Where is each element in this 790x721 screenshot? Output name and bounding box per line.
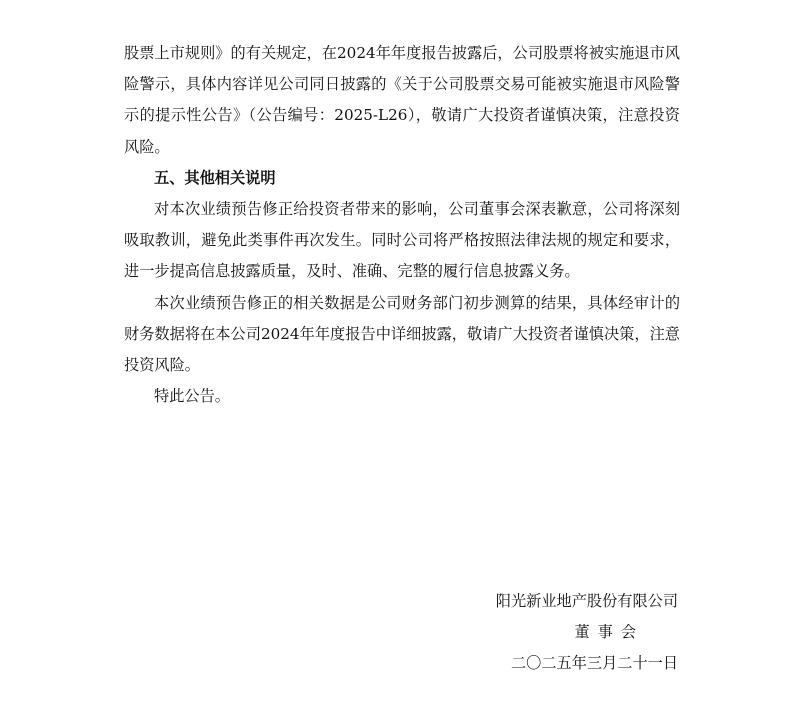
paragraph-apology: 对本次业绩预告修正给投资者带来的影响，公司董事会深表歉意，公司将深刻吸取教训，避免此类事件再次发生。同时公司将严格按照法律法规的规定和要求，进一步提高信息披露质量，及时、准确、完整的履行信息披露义务。 xyxy=(124,200,680,281)
section-heading-other-notes: 五、其他相关说明 xyxy=(154,168,276,187)
paragraph-preliminary-data: 本次业绩预告修正的相关数据是公司财务部门初步测算的结果，具体经审计的财务数据将在本公司2024年年度报告中详细披露，敬请广大投资者谨慎决策，注意投资风险。 xyxy=(124,293,680,375)
signature-company: 阳光新业地产股份有限公司 xyxy=(495,592,678,610)
signature-board: 董事会 xyxy=(574,623,644,642)
document-body xyxy=(124,38,680,412)
paragraph-closing: 特此公告。 xyxy=(154,387,230,406)
paragraph-delisting-risk: 股票上市规则》的有关规定，在2024年年度报告披露后，公司股票将被实施退市风险警示，具体内容详见公司同日披露的《关于公司股票交易可能被实施退市风险警示的提示性公告》（公告编号：2025-L26），敬请广大投资者谨慎决策，注意投资风险。 xyxy=(124,44,680,156)
signature-date: 二〇二五年三月二十一日 xyxy=(510,654,678,673)
signature-block xyxy=(496,586,678,680)
